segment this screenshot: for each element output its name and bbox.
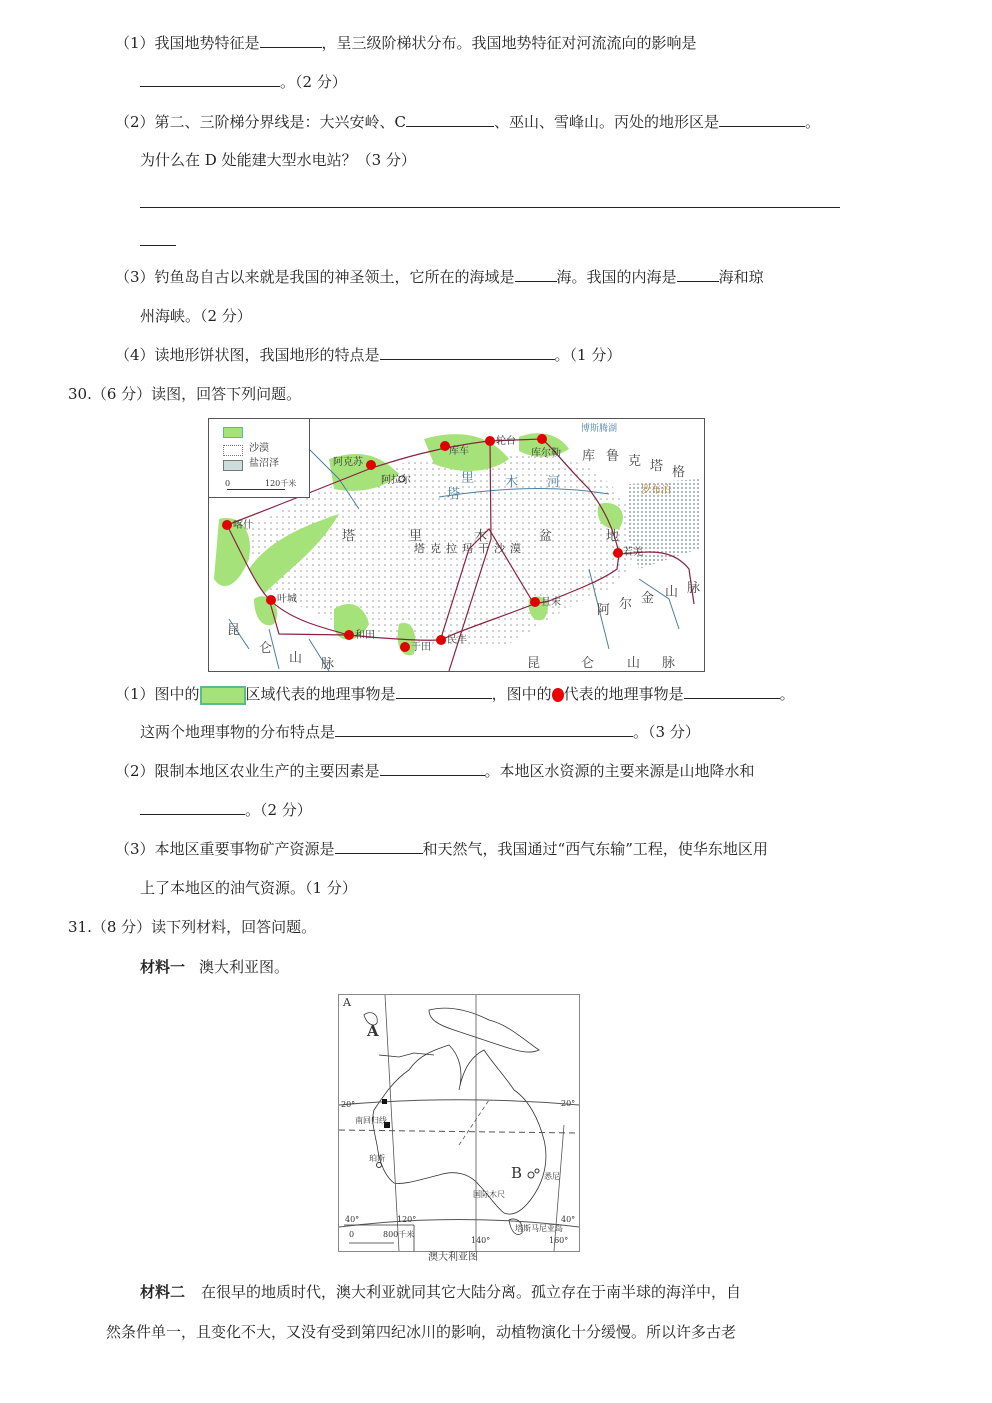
mountain-label: 山 <box>627 656 641 671</box>
scale-label: 0 <box>225 479 231 488</box>
legend-oasis-swatch <box>223 427 243 438</box>
lat-label: 20° <box>341 1100 356 1109</box>
material-label: 材料一 <box>140 958 186 976</box>
point-b-label: B <box>511 1164 523 1182</box>
text: ，图中的 <box>491 685 552 703</box>
city-marker <box>535 1169 539 1173</box>
city-marker <box>613 548 623 558</box>
desert-label: 塔克拉玛干沙漠 <box>414 542 526 555</box>
material-label: 材料二 <box>140 1283 186 1301</box>
text: 。 <box>805 113 821 131</box>
q29-part3-cont: 州海峡。（2 分） <box>140 307 252 325</box>
q30-part3-cont: 上了本地区的油气资源。（1 分） <box>140 879 357 897</box>
lat-label: 40° <box>345 1215 360 1224</box>
answer-blank[interactable] <box>684 684 780 699</box>
text: ，呈三级阶梯状分布。我国地势特征对河流流向的影响是 <box>321 34 697 52</box>
text: （4）读地形饼状图，我国地形的特点是 <box>115 346 380 364</box>
lake-label: 罗布泊 <box>641 485 671 496</box>
basin-label: 木 <box>474 529 488 544</box>
city-label: 珀斯 <box>369 1154 385 1163</box>
mountain-label: 仑 <box>259 641 273 656</box>
lat-label: 20° <box>561 1099 576 1108</box>
city-label: 库尔勒 <box>531 448 561 459</box>
mountain-label: 塔 <box>650 459 664 474</box>
dashed-line <box>459 1100 489 1145</box>
city-label: 且末 <box>541 597 561 608</box>
q30-part1-cont <box>140 722 700 742</box>
answer-blank[interactable] <box>140 72 280 87</box>
legend-label: 盐沼泽 <box>249 458 279 469</box>
city-marker <box>344 630 354 640</box>
river-label: 塔 <box>447 487 461 502</box>
river-label: 里 <box>461 471 475 486</box>
mountain-label: 山 <box>289 651 303 666</box>
city-label: 民丰 <box>447 635 467 646</box>
text: 海和琼 <box>718 268 764 286</box>
mountain-label: 阿 <box>597 603 611 618</box>
text: 这两个地理事物的分布特点是 <box>140 723 336 741</box>
city-label: 和田 <box>355 630 375 641</box>
mountain-label: 克 <box>628 454 642 469</box>
basin-label: 里 <box>409 529 423 544</box>
mountain-label: 库 <box>582 449 596 464</box>
city-label: 轮台 <box>496 436 516 447</box>
text: 。（2 分） <box>280 73 347 91</box>
scale-bar <box>227 489 285 490</box>
q29-part2 <box>115 112 820 132</box>
mountain-label: 尔 <box>619 597 633 612</box>
answer-blank[interactable] <box>406 112 494 127</box>
mountain-label: 金 <box>641 591 655 606</box>
city-label: 叶城 <box>277 594 297 605</box>
text: 。 <box>779 685 795 703</box>
mountain-label: 脉 <box>687 581 701 596</box>
lat-label: 40° <box>561 1215 576 1224</box>
map-legend <box>209 419 310 498</box>
q29-part1 <box>115 33 697 53</box>
mountain-label: 昆 <box>527 656 541 671</box>
q30-part3 <box>115 839 768 859</box>
map-corner-label: A <box>343 996 351 1009</box>
text: 。（1 分） <box>554 346 622 364</box>
island-label: 塔斯马尼亚岛 <box>515 1224 563 1233</box>
mountain-label: 脉 <box>662 656 676 671</box>
text: （3）本地区重要事物矿产资源是 <box>115 840 335 858</box>
text: （2）第二、三阶梯分界线是：大兴安岭、C <box>115 113 407 131</box>
river-label: 木 <box>505 475 519 490</box>
basin-label: 塔 <box>342 529 356 544</box>
q31-title: 31.（8 分）读下列材料，回答问题。 <box>68 918 317 936</box>
basin-label: 盆 <box>539 529 553 544</box>
answer-line[interactable] <box>140 207 840 208</box>
text: 海。我国的内海是 <box>556 268 677 286</box>
city-label: 悉尼 <box>544 1172 560 1181</box>
q31-material1 <box>140 957 289 977</box>
mountain-label: 山 <box>665 585 679 600</box>
tropic-label: 南回归线 <box>355 1116 387 1125</box>
city-marker <box>400 642 410 652</box>
tarim-basin-map <box>208 418 705 672</box>
answer-blank[interactable] <box>380 345 555 360</box>
q29-part3 <box>115 267 764 287</box>
text: （1）我国地势特征是 <box>115 34 260 52</box>
coastlines <box>364 1008 546 1234</box>
scale-label: 0 <box>349 1230 355 1239</box>
q30-part2-cont <box>140 800 312 820</box>
city-marker <box>222 520 232 530</box>
city-marker <box>436 635 446 645</box>
city-label: 库车 <box>449 446 469 457</box>
text: （3）钓鱼岛自古以来就是我国的神圣领土，它所在的海域是 <box>115 268 515 286</box>
point-marker <box>382 1099 387 1104</box>
answer-blank[interactable] <box>396 684 492 699</box>
text: 在很早的地质时代，澳大利亚就同其它大陆分离。孤立存在于南半球的海洋中，自 <box>201 1283 742 1301</box>
lon-label: 160° <box>549 1236 569 1245</box>
city-label: 阿克苏 <box>333 457 363 468</box>
q30-part1 <box>115 684 795 705</box>
city-marker <box>266 595 276 605</box>
lake-label: 博斯腾湖 <box>581 424 618 434</box>
city-marker <box>537 434 547 444</box>
answer-blank[interactable] <box>719 112 805 127</box>
legend-label: 沙漠 <box>249 443 269 454</box>
australia-map <box>338 994 580 1252</box>
city-label: 阿拉尔 <box>381 475 411 486</box>
mountain-label: 鲁 <box>606 449 620 464</box>
city-dot-icon <box>552 688 564 702</box>
city-marker <box>530 597 540 607</box>
mountain-label: 格 <box>672 465 686 480</box>
legend-marsh-swatch <box>223 460 243 471</box>
q29-part2-question: 为什么在 D 处能建大型水电站？（3 分） <box>140 151 416 169</box>
answer-blank[interactable] <box>380 761 485 776</box>
mountain-label: 昆 <box>227 623 241 638</box>
lon-label: 140° <box>471 1236 491 1245</box>
answer-blank[interactable] <box>677 267 719 282</box>
text: 区域代表的地理事物是 <box>245 685 396 703</box>
answer-blank[interactable] <box>335 839 423 854</box>
answer-blank[interactable] <box>335 722 633 737</box>
city-marker <box>485 436 495 446</box>
legend-desert-swatch <box>223 445 243 456</box>
text: （2）限制本地区农业生产的主要因素是 <box>115 762 380 780</box>
text: 澳大利亚图。 <box>199 958 290 976</box>
tropic-of-capricorn <box>339 1130 579 1133</box>
q30-title: 30.（6 分）读图，回答下列问题。 <box>68 385 302 403</box>
answer-blank[interactable] <box>140 800 245 815</box>
city-label: 若羌 <box>623 547 643 558</box>
oasis-swatch-inline <box>200 686 246 705</box>
river-label: 河 <box>547 475 561 490</box>
basin-label: 地 <box>606 529 620 544</box>
mountain-label: 脉 <box>321 657 335 672</box>
city-label: 喀什 <box>233 520 253 531</box>
answer-line[interactable] <box>140 245 176 246</box>
point-a-label: A <box>367 1022 379 1040</box>
scale-label: 800千米 <box>383 1230 415 1239</box>
q31-material2 <box>140 1282 741 1302</box>
city-marker <box>528 1172 534 1178</box>
text: 。（3 分） <box>633 723 700 741</box>
city-label: 于田 <box>411 642 431 653</box>
text: 。本地区水资源的主要来源是山地降水和 <box>484 762 755 780</box>
text: （1）图中的 <box>115 685 200 703</box>
lon-label: 120° <box>397 1215 417 1224</box>
mountain-label: 仑 <box>581 656 595 671</box>
q30-part2 <box>115 761 755 781</box>
text: 。（2 分） <box>245 801 312 819</box>
q31-material2-cont: 然条件单一，且变化不大，又没有受到第四纪冰川的影响，动植物演化十分缓慢。所以许多古老 <box>106 1323 737 1341</box>
text: 和天然气，我国通过“西气东输”工程，使华东地区用 <box>422 840 768 858</box>
latitude-20 <box>339 1100 579 1105</box>
city-marker <box>366 460 376 470</box>
answer-blank[interactable] <box>515 267 557 282</box>
scale-label: 120千米 <box>265 479 297 488</box>
map-caption: 澳大利亚图 <box>428 1252 478 1263</box>
text: 代表的地理事物是 <box>563 685 684 703</box>
text: 、巫山、雪峰山。丙处的地形区是 <box>494 113 720 131</box>
map-label: 国际木尺 <box>473 1190 505 1199</box>
q29-part4 <box>115 345 621 365</box>
q29-part1-cont <box>140 72 347 92</box>
answer-blank[interactable] <box>260 33 322 48</box>
